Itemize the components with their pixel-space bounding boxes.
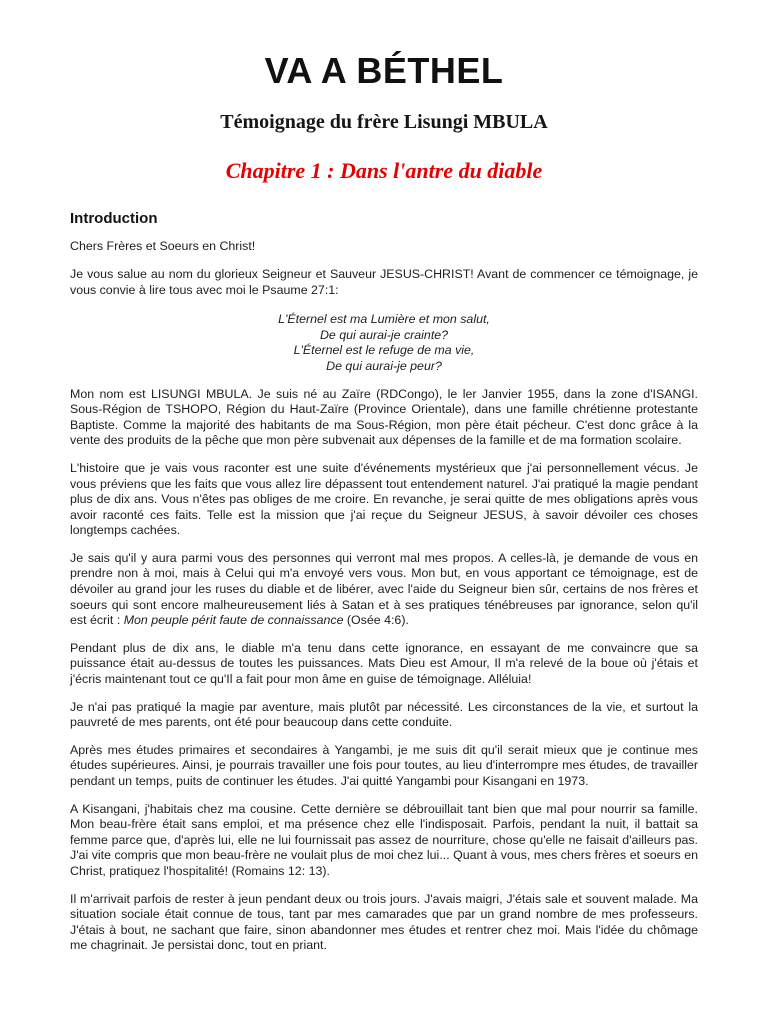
paragraph	[70, 267, 698, 298]
paragraph	[70, 387, 698, 449]
quote-line: De qui aurai-je peur?	[326, 358, 442, 373]
paragraph	[70, 461, 698, 539]
paragraph-segment: Après mes études primaires et secondaires à Yangambi, je me suis dit qu'il serait mieux que je continue mes études supérieures. Ainsi, je pourrais travailler une fois pour toutes, au lieu d'interrompre mes études, de travailler pendant un temps, puits de continuer les études. J'ai quitté Yangambi pour Kisangani en 1973.	[70, 742, 698, 789]
paragraph-segment: Mon nom est LISUNGI MBULA. Je suis né au Zaïre (RDCongo), le ler Janvier 1955, dans la zone d'ISANGI. Sous-Région de TSHOPO, Région du Haut-Zaïre (Province Orientale), dans une famille chrétienne protestante Baptiste. Comme la majorité des habitants de ma Sous-Région, mon père était pécheur. C'est donc grâce à la vente des produits de la pêche que mon père subvenait aux dépenses de la famille et de ma formation scolaire.	[70, 386, 698, 448]
paragraph-segment: L'histoire que je vais vous raconter est une suite d'événements mystérieux que j'ai personnellement vécus. Je vous préviens que les faits que vous allez lire dépassent tout entendement naturel. J'ai pratiqué la magie pendant plus de dix ans. Vous n'êtes pas obliges de me croire. En revanche, je serai quitte de mes obligations après vous avoir raconté ces faits. Telle est la mission que j'ai reçue du Seigneur JESUS, à savoir dévoiler ces choses longtemps cachées.	[70, 460, 698, 538]
paragraph-segment: (Osée 4:6).	[343, 613, 409, 628]
paragraph	[70, 641, 698, 688]
paragraph-segment: Je sais qu'il y aura parmi vous des personnes qui verront mal mes propos. A celles-là, je demande de vous en prendre non à moi, mais à Celui qui m'a envoyé vers vous. Mon but, en vous apportant ce témoignage, est de dévoiler au grand jour les ruses du diable et de libérer, avec l'aide du Seigneur bien sûr, certains de nos frères et soeurs qui sont encore malheureusement liés à Satan et à ses pratiques ténébreuses par ignorance, selon qu'il est écrit :	[70, 550, 698, 628]
paragraph-italic-segment: Mon peuple périt faute de connaissance	[123, 613, 344, 628]
paragraph-segment: Je n'ai pas pratiqué la magie par aventure, mais plutôt par nécessité. Les circonstances de la vie, et surtout la pauvreté de mes parents, ont été pour beaucoup dans cette conduite.	[70, 699, 698, 730]
page-title: VA A BÉTHEL	[264, 50, 504, 91]
page-subtitle: Témoignage du frère Lisungi MBULA	[220, 111, 548, 134]
section-heading-introduction: Introduction	[70, 210, 158, 228]
paragraph	[70, 700, 698, 731]
paragraph-segment: Chers Frères et Soeurs en Christ!	[70, 239, 256, 254]
paragraph-segment: Je vous salue au nom du glorieux Seigneur et Sauveur JESUS-CHRIST! Avant de commencer ce témoignage, je vous convie à lire tous avec moi le Psaume 27:1:	[70, 266, 698, 297]
paragraph	[70, 802, 698, 880]
paragraph	[70, 239, 698, 255]
paragraph	[70, 743, 698, 790]
paragraph-segment: A Kisangani, j'habitais chez ma cousine. Cette dernière se débrouillait tant bien que mal pour nourrir sa famille. Mon beau-frère était sans emploi, et ma présence chez elle l'indisposait. Parfois, pendant la nuit, il battait sa femme parce que, d'après lui, elle ne lui fournissait pas assez de nourriture, chose qu'elle ne faisait d'ailleurs pas. J'ai vite compris que mon beau-frère ne voulait plus de moi chez lui... Quant à vous, mes chers frères et soeurs en Christ, pratiquez l'hospitalité! (Romains 12: 13).	[70, 801, 698, 878]
paragraph	[70, 551, 698, 629]
paragraph-segment: Il m'arrivait parfois de rester à jeun pendant deux ou trois jours. J'avais maigri, J'étais sale et souvent malade. Ma situation sociale était connue de tous, tant par mes camarades que par un grand nombre de mes professeurs. J'étais à bout, ne sachant que faire, sinon abandonner mes études et rentrer chez moi. Mais l'idée du chômage me chagrinait. Je persistai donc, tout en priant.	[70, 891, 698, 953]
quote-line: L'Éternel est le refuge de ma vie,	[293, 343, 475, 358]
psalm-quote	[70, 312, 698, 374]
document-body	[70, 239, 698, 954]
paragraph-segment: Pendant plus de dix ans, le diable m'a tenu dans cette ignorance, en essayant de me convaincre que sa puissance était au-dessus de toutes les puissances. Mats Dieu est Amour, Il m'a relevé de la boue où j'étais et j'écris maintenant tout ce qu'Il a fait pour mon âme en guise de témoignage. Alléluia!	[70, 640, 698, 687]
paragraph	[70, 892, 698, 954]
quote-line: L'Éternel est ma Lumière et mon salut,	[278, 312, 490, 327]
quote-line: De qui aurai-je crainte?	[319, 327, 449, 342]
chapter-heading: Chapitre 1 : Dans l'antre du diable	[225, 158, 543, 184]
